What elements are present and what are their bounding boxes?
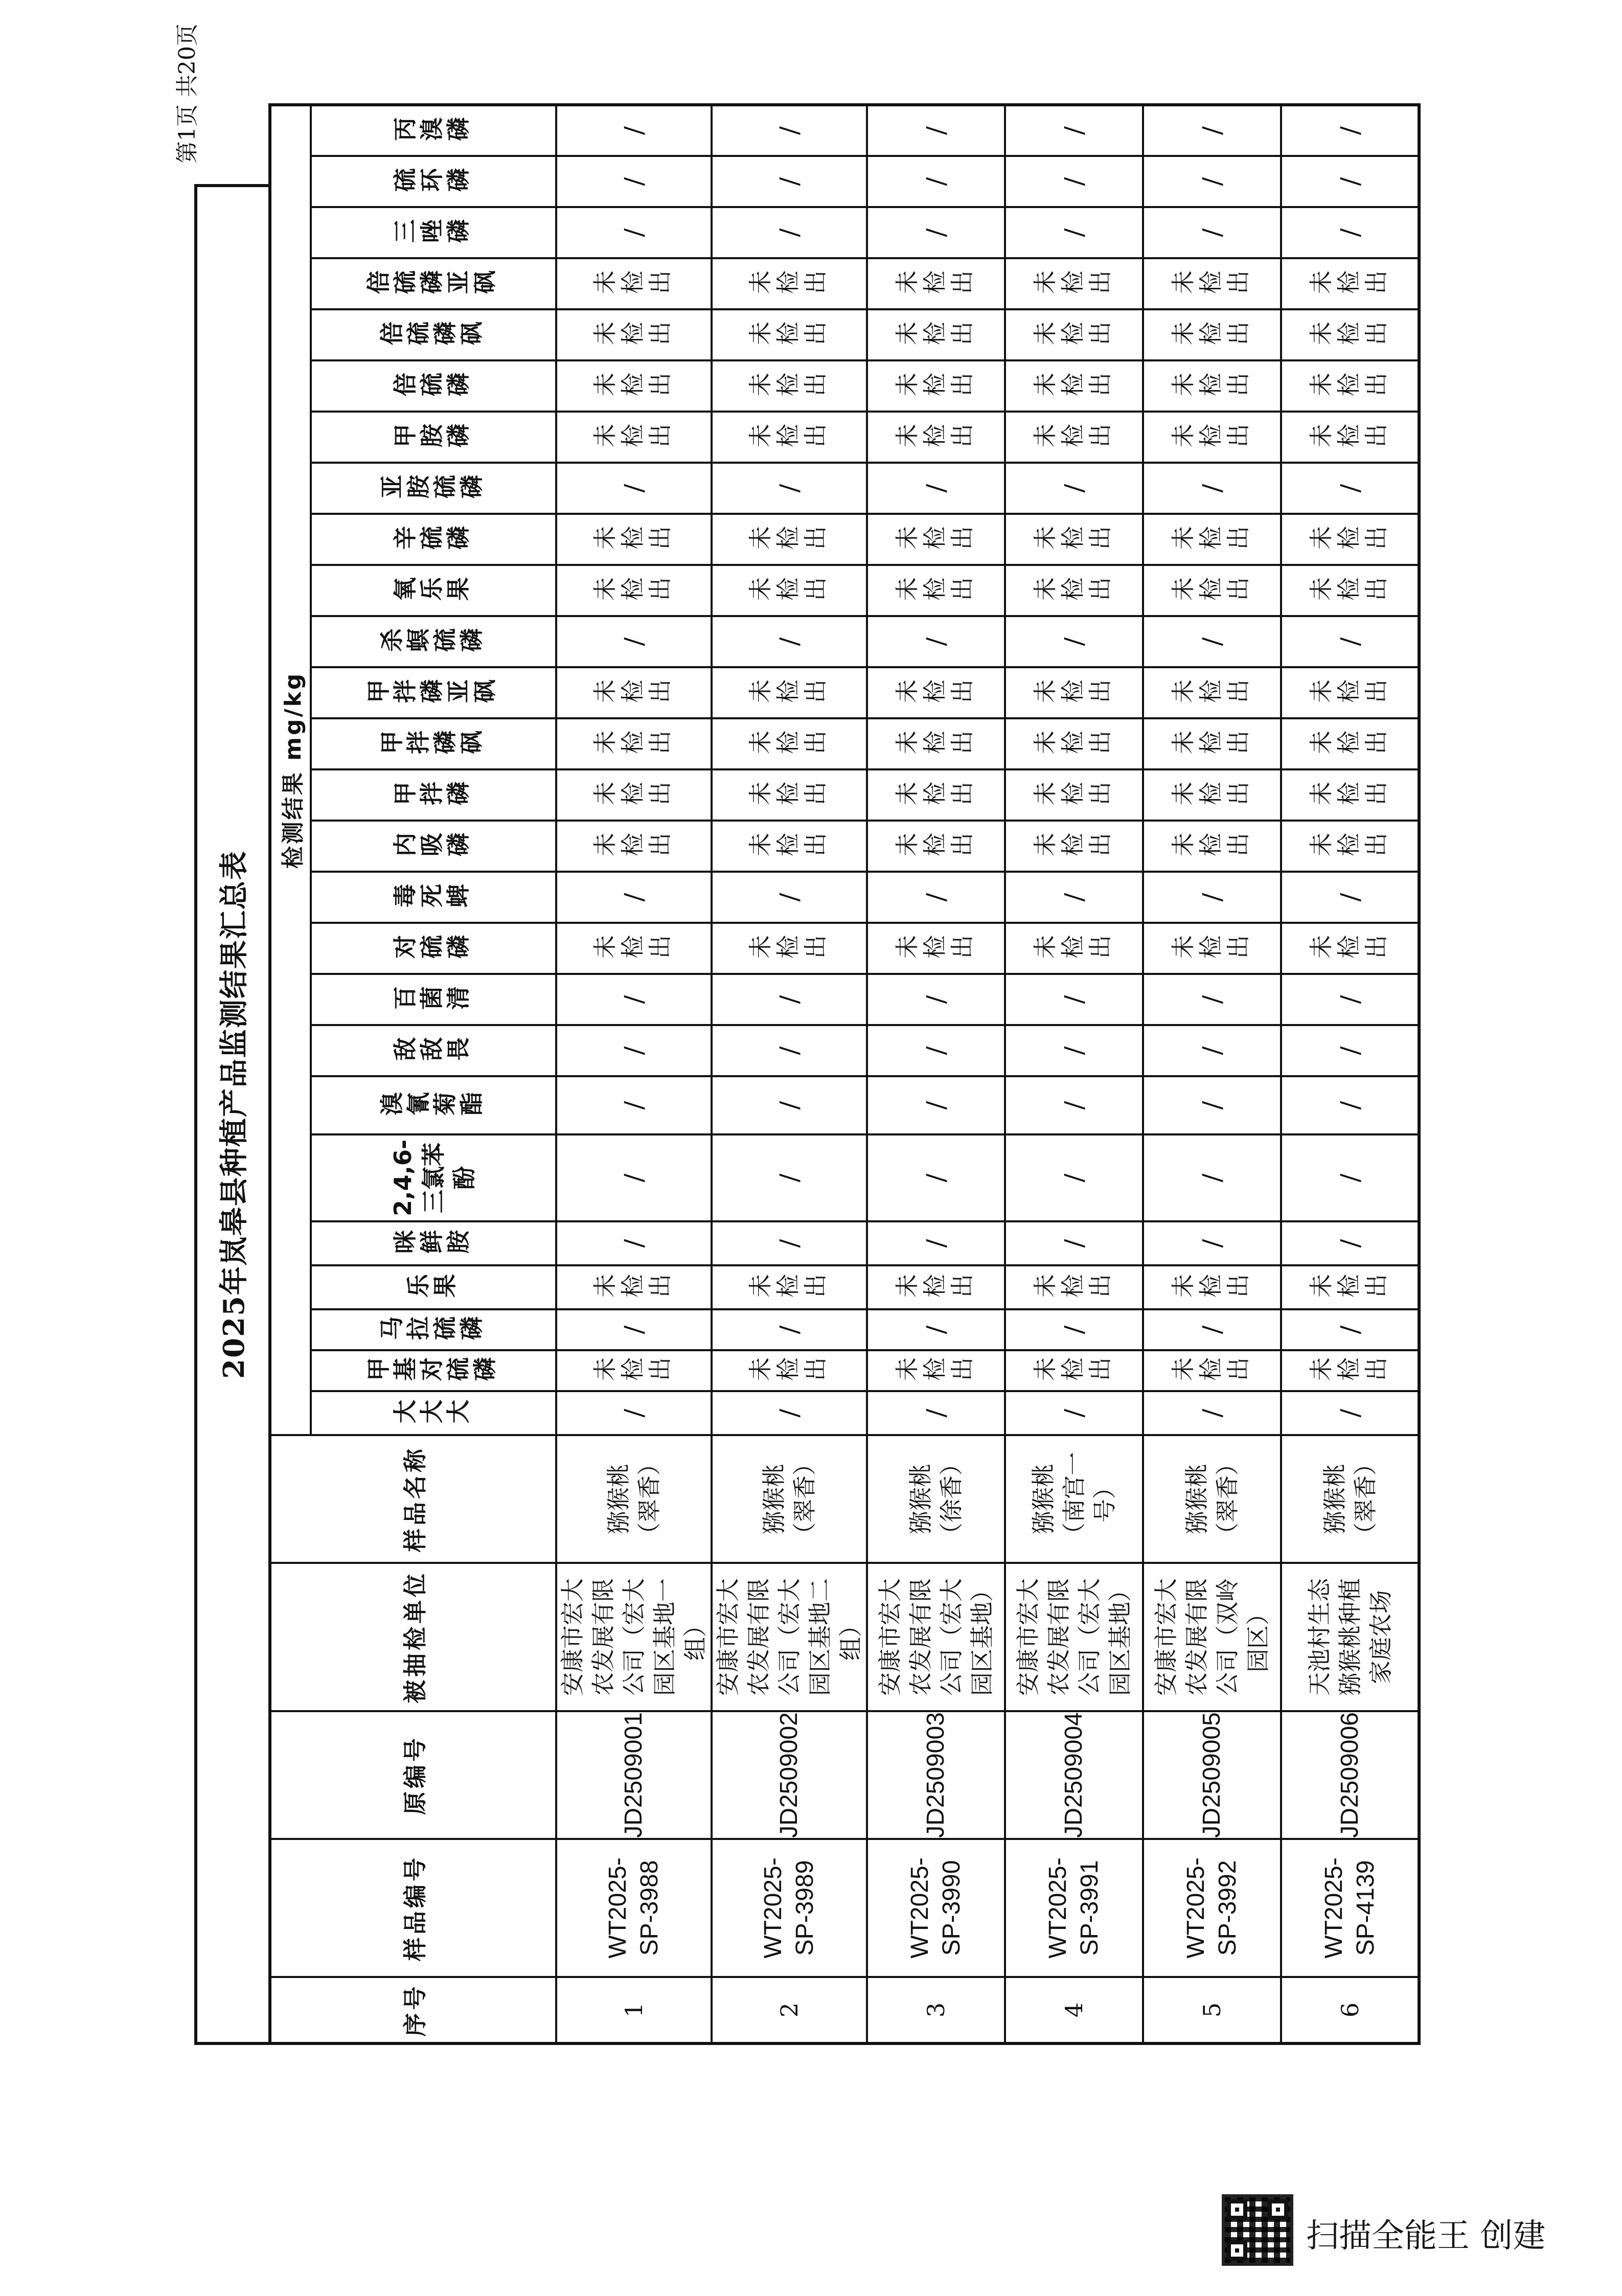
result-cell: /: [867, 1076, 1005, 1134]
result-cell: 未检出: [712, 923, 867, 974]
result-cell: /: [712, 207, 867, 258]
result-cell: /: [1281, 105, 1419, 156]
result-cell: /: [1281, 156, 1419, 207]
analyte-header: 甲胺磷: [311, 412, 556, 463]
orig-no-header: 原编号: [270, 1711, 556, 1839]
sample-name-header: 样品名称: [270, 1435, 556, 1563]
result-cell: /: [1143, 974, 1281, 1025]
result-cell: 未检出: [556, 667, 712, 718]
result-cell: /: [1143, 207, 1281, 258]
result-cell: /: [556, 1221, 712, 1265]
row-seq: 1: [556, 1977, 712, 2043]
row-sample-no: WT2025-SP-4139: [1281, 1839, 1419, 1977]
result-cell: /: [712, 616, 867, 667]
result-cell: /: [556, 1391, 712, 1435]
result-cell: 未检出: [1143, 309, 1281, 360]
row-orig-no: JD2509003: [867, 1711, 1005, 1839]
table-row: [867, 105, 1005, 2043]
result-cell: 未检出: [712, 360, 867, 412]
row-seq: 3: [867, 1977, 1005, 2043]
result-cell: /: [1281, 1076, 1419, 1134]
result-cell: /: [1005, 207, 1143, 258]
analyte-header: 2,4,6-三氯苯酚: [311, 1134, 556, 1221]
result-cell: /: [556, 872, 712, 923]
result-cell: 未检出: [712, 565, 867, 616]
analyte-header: 甲拌磷亚砜: [311, 667, 556, 718]
analyte-header: 丙溴磷: [311, 105, 556, 156]
result-cell: 未检出: [1281, 309, 1419, 360]
result-cell: /: [1005, 463, 1143, 514]
result-cell: /: [1005, 105, 1143, 156]
result-cell: 未检出: [712, 309, 867, 360]
result-cell: /: [1143, 156, 1281, 207]
result-cell: 未检出: [867, 565, 1005, 616]
result-cell: /: [1281, 974, 1419, 1025]
result-cell: /: [1005, 1134, 1143, 1221]
analyte-header: 甲拌磷砜: [311, 718, 556, 769]
analyte-header: 甲基对硫磷: [311, 1350, 556, 1391]
result-cell: /: [712, 156, 867, 207]
result-cell: /: [556, 463, 712, 514]
result-cell: 未检出: [556, 412, 712, 463]
analyte-header: 氧乐果: [311, 565, 556, 616]
result-cell: /: [1281, 1391, 1419, 1435]
results-table: [268, 103, 1421, 2045]
result-cell: /: [1281, 1025, 1419, 1076]
result-cell: /: [556, 1025, 712, 1076]
result-cell: 未检出: [556, 821, 712, 872]
result-cell: 未检出: [712, 514, 867, 565]
result-cell: 未检出: [1005, 258, 1143, 309]
result-cell: /: [556, 105, 712, 156]
result-cell: 未检出: [867, 514, 1005, 565]
result-cell: 未检出: [1005, 514, 1143, 565]
result-cell: /: [1005, 1025, 1143, 1076]
result-cell: /: [1281, 1134, 1419, 1221]
result-cell: 未检出: [1281, 565, 1419, 616]
result-cell: 未检出: [1005, 718, 1143, 769]
result-cell: /: [867, 872, 1005, 923]
result-cell: 未检出: [1281, 1350, 1419, 1391]
result-cell: /: [556, 207, 712, 258]
result-cell: 未检出: [556, 1265, 712, 1309]
result-cell: /: [556, 974, 712, 1025]
result-cell: 未检出: [1281, 821, 1419, 872]
result-cell: 未检出: [1143, 360, 1281, 412]
analyte-header: 杀螟硫磷: [311, 616, 556, 667]
result-cell: /: [556, 1076, 712, 1134]
row-orig-no: JD2509004: [1005, 1711, 1143, 1839]
result-cell: /: [1143, 1025, 1281, 1076]
result-cell: 未检出: [712, 412, 867, 463]
row-unit: 安康市宏大农发展有限公司（宏大园区基地）: [867, 1563, 1005, 1711]
result-cell: 未检出: [1143, 1265, 1281, 1309]
row-unit: 安康市宏大农发展有限公司（宏大园区基地二组）: [712, 1563, 867, 1711]
row-sample-no: WT2025-SP-3991: [1005, 1839, 1143, 1977]
result-cell: /: [556, 616, 712, 667]
analyte-header: 硫环磷: [311, 156, 556, 207]
row-orig-no: JD2509006: [1281, 1711, 1419, 1839]
result-cell: 未检出: [1143, 923, 1281, 974]
qr-code-icon: [1222, 2194, 1293, 2266]
result-cell: /: [867, 105, 1005, 156]
seq-header: 序号: [270, 1977, 556, 2043]
row-seq: 2: [712, 1977, 867, 2043]
result-cell: /: [867, 1134, 1005, 1221]
analyte-header: 倍硫磷砜: [311, 309, 556, 360]
scanner-label: 扫描全能王 创建: [1306, 2217, 1546, 2255]
result-cell: 未检出: [1281, 718, 1419, 769]
row-seq: 4: [1005, 1977, 1143, 2043]
table-row: [1281, 105, 1419, 2043]
result-cell: /: [867, 156, 1005, 207]
row-sample-name: 猕猴桃（翠香）: [556, 1435, 712, 1563]
result-cell: /: [1143, 1391, 1281, 1435]
result-cell: /: [1005, 1309, 1143, 1350]
result-cell: /: [1005, 974, 1143, 1025]
table-row: [1005, 105, 1143, 2043]
row-sample-name: 猕猴桃（翠香）: [1143, 1435, 1281, 1563]
row-orig-no: JD2509002: [712, 1711, 867, 1839]
result-cell: /: [712, 463, 867, 514]
result-cell: /: [1281, 463, 1419, 514]
row-seq: 6: [1281, 1977, 1419, 2043]
document-title: 2025年岚皋县种植产品监测结果汇总表: [194, 184, 268, 2045]
result-cell: 未检出: [1005, 309, 1143, 360]
result-cell: 未检出: [1143, 769, 1281, 821]
result-cell: /: [867, 1221, 1005, 1265]
analyte-header: 乐果: [311, 1265, 556, 1309]
result-cell: /: [1143, 616, 1281, 667]
result-cell: /: [867, 1309, 1005, 1350]
result-cell: 未检出: [1281, 769, 1419, 821]
result-cell: /: [1005, 1076, 1143, 1134]
row-seq: 5: [1143, 1977, 1281, 2043]
result-cell: /: [867, 463, 1005, 514]
analyte-header: 毒死蜱: [311, 872, 556, 923]
sample-no-header: 样品编号: [270, 1839, 556, 1977]
result-cell: 未检出: [1143, 258, 1281, 309]
result-cell: /: [712, 974, 867, 1025]
result-cell: 未检出: [1281, 258, 1419, 309]
result-cell: 未检出: [867, 667, 1005, 718]
row-sample-no: WT2025-SP-3989: [712, 1839, 867, 1977]
results-sheet: [194, 117, 1395, 2045]
result-cell: /: [1143, 105, 1281, 156]
row-unit: 安康市宏大农发展有限公司（宏大园区基地）: [1005, 1563, 1143, 1711]
result-cell: 未检出: [867, 258, 1005, 309]
result-cell: 未检出: [1005, 360, 1143, 412]
result-cell: /: [1143, 872, 1281, 923]
analyte-header: 溴氰菊酯: [311, 1076, 556, 1134]
analyte-header: 倍硫磷: [311, 360, 556, 412]
result-cell: 未检出: [1005, 1265, 1143, 1309]
analyte-header: 咪鲜胺: [311, 1221, 556, 1265]
result-cell: /: [712, 1391, 867, 1435]
result-cell: 未检出: [712, 1350, 867, 1391]
result-cell: /: [1281, 616, 1419, 667]
result-cell: 未检出: [1005, 412, 1143, 463]
result-cell: 未检出: [556, 360, 712, 412]
analyte-header: 辛硫磷: [311, 514, 556, 565]
row-sample-name: 猕猴桃（翠香）: [1281, 1435, 1419, 1563]
result-cell: 未检出: [712, 667, 867, 718]
result-cell: /: [556, 1309, 712, 1350]
result-cell: 未检出: [867, 923, 1005, 974]
row-unit: 安康市宏大农发展有限公司（双岭园区）: [1143, 1563, 1281, 1711]
result-cell: 未检出: [1143, 821, 1281, 872]
result-cell: /: [867, 974, 1005, 1025]
analyte-header: 亚胺硫磷: [311, 463, 556, 514]
row-unit: 天池村生态猕猴桃种植家庭农场: [1281, 1563, 1419, 1711]
row-sample-no: WT2025-SP-3990: [867, 1839, 1005, 1977]
result-cell: 未检出: [712, 821, 867, 872]
result-cell: 未检出: [1281, 514, 1419, 565]
result-cell: 未检出: [556, 718, 712, 769]
result-cell: 未检出: [867, 412, 1005, 463]
result-cell: 未检出: [1005, 667, 1143, 718]
result-cell: 未检出: [867, 769, 1005, 821]
analyte-header: 敌敌畏: [311, 1025, 556, 1076]
result-cell: 未检出: [556, 258, 712, 309]
analyte-header: 大大大: [311, 1391, 556, 1435]
row-sample-name: 猕猴桃（翠香）: [712, 1435, 867, 1563]
analyte-header: 百菌清: [311, 974, 556, 1025]
analyte-header: 对硫磷: [311, 923, 556, 974]
result-cell: /: [1005, 616, 1143, 667]
result-cell: 未检出: [1005, 565, 1143, 616]
results-group-header: 检测结果 mg/kg: [270, 105, 311, 1435]
results-body: [556, 105, 1419, 2043]
result-cell: 未检出: [1281, 412, 1419, 463]
result-cell: /: [1281, 1221, 1419, 1265]
result-cell: 未检出: [556, 1350, 712, 1391]
result-cell: 未检出: [1005, 1350, 1143, 1391]
result-cell: 未检出: [1143, 514, 1281, 565]
result-cell: /: [712, 105, 867, 156]
table-row: [1143, 105, 1281, 2043]
result-cell: /: [1143, 463, 1281, 514]
table-row: [556, 105, 712, 2043]
analyte-header: 甲拌磷: [311, 769, 556, 821]
result-cell: 未检出: [1005, 923, 1143, 974]
result-cell: 未检出: [712, 258, 867, 309]
result-cell: 未检出: [1005, 821, 1143, 872]
analyte-header: 三唑磷: [311, 207, 556, 258]
result-cell: /: [1143, 1309, 1281, 1350]
row-sample-no: WT2025-SP-3992: [1143, 1839, 1281, 1977]
analyte-header: 内吸磷: [311, 821, 556, 872]
result-cell: /: [1005, 156, 1143, 207]
result-cell: 未检出: [867, 821, 1005, 872]
result-cell: 未检出: [1143, 565, 1281, 616]
result-cell: /: [712, 1076, 867, 1134]
row-sample-name: 猕猴桃（徐香）: [867, 1435, 1005, 1563]
result-cell: 未检出: [1281, 667, 1419, 718]
result-cell: /: [712, 1134, 867, 1221]
result-cell: 未检出: [1143, 718, 1281, 769]
result-cell: /: [712, 1309, 867, 1350]
result-cell: /: [712, 1221, 867, 1265]
result-cell: /: [1143, 1221, 1281, 1265]
row-orig-no: JD2509005: [1143, 1711, 1281, 1839]
result-cell: 未检出: [1143, 412, 1281, 463]
result-cell: 未检出: [712, 718, 867, 769]
result-cell: /: [1143, 1076, 1281, 1134]
result-cell: 未检出: [1005, 769, 1143, 821]
result-cell: 未检出: [556, 565, 712, 616]
result-cell: /: [867, 1025, 1005, 1076]
result-cell: 未检出: [556, 309, 712, 360]
result-cell: 未检出: [556, 769, 712, 821]
result-cell: /: [556, 156, 712, 207]
result-cell: /: [1005, 1221, 1143, 1265]
result-cell: /: [1005, 872, 1143, 923]
result-cell: /: [1281, 207, 1419, 258]
result-cell: 未检出: [867, 718, 1005, 769]
row-sample-no: WT2025-SP-3988: [556, 1839, 712, 1977]
result-cell: 未检出: [1281, 923, 1419, 974]
result-cell: 未检出: [712, 1265, 867, 1309]
result-cell: 未检出: [1143, 1350, 1281, 1391]
result-cell: /: [556, 1134, 712, 1221]
result-cell: /: [712, 872, 867, 923]
unit-header: 被抽检单位: [270, 1563, 556, 1711]
result-cell: 未检出: [867, 1350, 1005, 1391]
table-row: [712, 105, 867, 2043]
result-cell: 未检出: [867, 309, 1005, 360]
analyte-header: 倍硫磷亚砜: [311, 258, 556, 309]
result-cell: 未检出: [1143, 667, 1281, 718]
scanner-watermark: [1222, 2194, 1610, 2271]
row-unit: 安康市宏大农发展有限公司（宏大园区基地一组）: [556, 1563, 712, 1711]
row-sample-name: 猕猴桃（南宫一号）: [1005, 1435, 1143, 1563]
result-cell: 未检出: [1281, 360, 1419, 412]
result-cell: 未检出: [867, 1265, 1005, 1309]
row-orig-no: JD2509001: [556, 1711, 712, 1839]
result-cell: 未检出: [556, 514, 712, 565]
result-cell: /: [1281, 1309, 1419, 1350]
result-cell: 未检出: [1281, 1265, 1419, 1309]
result-cell: /: [1005, 1391, 1143, 1435]
result-cell: /: [867, 616, 1005, 667]
result-cell: /: [1143, 1134, 1281, 1221]
result-cell: /: [712, 1025, 867, 1076]
result-cell: 未检出: [712, 769, 867, 821]
result-cell: 未检出: [867, 360, 1005, 412]
analyte-header: 马拉硫磷: [311, 1309, 556, 1350]
result-cell: /: [867, 207, 1005, 258]
result-cell: 未检出: [556, 923, 712, 974]
result-cell: /: [1281, 872, 1419, 923]
result-cell: /: [867, 1391, 1005, 1435]
